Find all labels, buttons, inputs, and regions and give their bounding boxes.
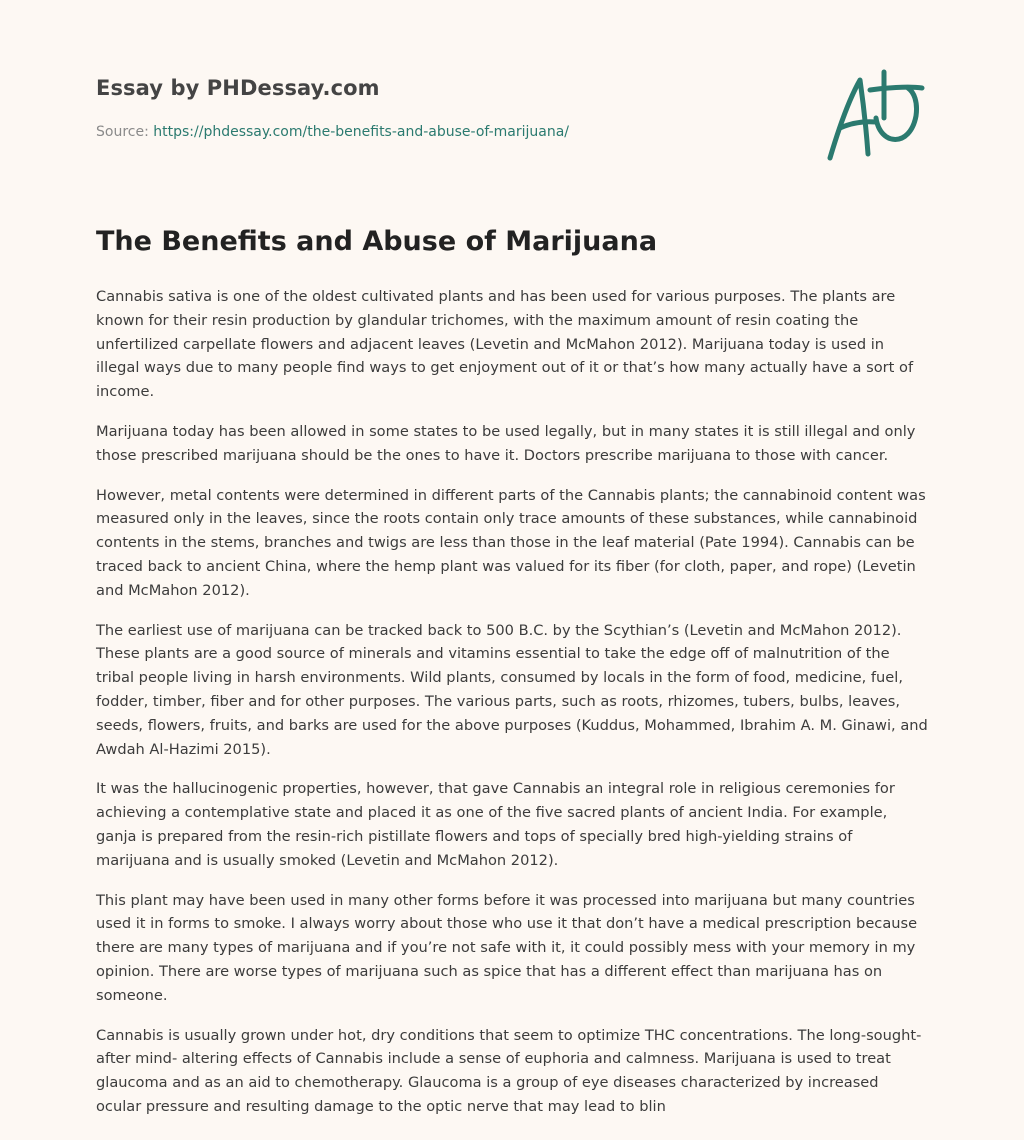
essay-paragraph: This plant may have been used in many other forms before it was processed into marijuana but many countries used it in forms to smoke. I always worry about those who use it that don’t have a medical prescription because there are many types of marijuana and if you’re not safe with it, it could possibly mess with your memory in my opinion. There are worse types of marijuana such as spice that has a different effect than marijuana has on someone. bbox=[96, 891, 918, 1004]
source-line bbox=[96, 124, 569, 140]
source-label: Source: bbox=[96, 124, 154, 140]
essay-paragraph: However, metal contents were determined in different parts of the Cannabis plants; the cannabinoid content was measured only in the leaves, since the roots contain only trace amounts of these substances, while cannabinoid contents in the stems, branches and twigs are less than those in the leaf material (Pate 1994). Cannabis can be traced back to ancient China, where the hemp plant was valued for its fiber (for cloth, paper, and rope) (Levetin and McMahon 2012). bbox=[96, 486, 926, 599]
essay-paragraph: The earliest use of marijuana can be tracked back to 500 B.C. by the Scythian’s (Levetin and McMahon 2012). These plants are a good source of minerals and vitamins essential to take the edge off of malnutrition of the tribal people living in harsh environments. Wild plants, consumed by locals in the form of food, medicine, fuel, fodder, timber, fiber and for other purposes. The various parts, such as roots, rhizomes, tubers, bulbs, leaves, seeds, flowers, fruits, and barks are used for the above purposes (Kuddus, Mohammed, Ibrahim A. M. Ginawi, and Awdah Al-Hazimi 2015). bbox=[96, 621, 928, 758]
essay-title: The Benefits and Abuse of Marijuana bbox=[96, 226, 658, 257]
essay-paragraph: Cannabis is usually grown under hot, dry conditions that seem to optimize THC concentrations. The long-sought-after mind- altering effects of Cannabis include a sense of euphoria and calmness. Marijuana is used to treat glaucoma and as an aid to chemotherapy. Glaucoma is a group of eye diseases characterized by increased ocular pressure and resulting damage to the optic nerve that may lead to blin bbox=[96, 1026, 922, 1115]
essay-paragraph: Marijuana today has been allowed in some states to be used legally, but in many states it is still illegal and only those prescribed marijuana should be the ones to have it. Doctors prescribe marijuana to those with cancer. bbox=[96, 422, 916, 464]
source-link[interactable]: https://phdessay.com/the-benefits-and-abuse-of-marijuana/ bbox=[153, 124, 569, 140]
essay-paragraph: It was the hallucinogenic properties, however, that gave Cannabis an integral role in religious ceremonies for achieving a contemplative state and placed it as one of the five sacred plants of ancient India. For example, ganja is prepared from the resin-rich pistillate flowers and tops of specially bred high-yielding strains of marijuana and is usually smoked (Levetin and McMahon 2012). bbox=[96, 780, 895, 869]
essay-body bbox=[96, 285, 928, 1135]
site-brand: Essay by PHDessay.com bbox=[96, 76, 380, 100]
a-plus-logo-icon bbox=[818, 66, 928, 166]
essay-paragraph: Cannabis sativa is one of the oldest cultivated plants and has been used for various purposes. The plants are known for their resin production by glandular trichomes, with the maximum amount of resin coating the unfertilized carpellate flowers and adjacent leaves (Levetin and McMahon 2012). Marijuana today is used in illegal ways due to many people find ways to get enjoyment out of it or that’s how many actually have a sort of income. bbox=[96, 288, 914, 401]
